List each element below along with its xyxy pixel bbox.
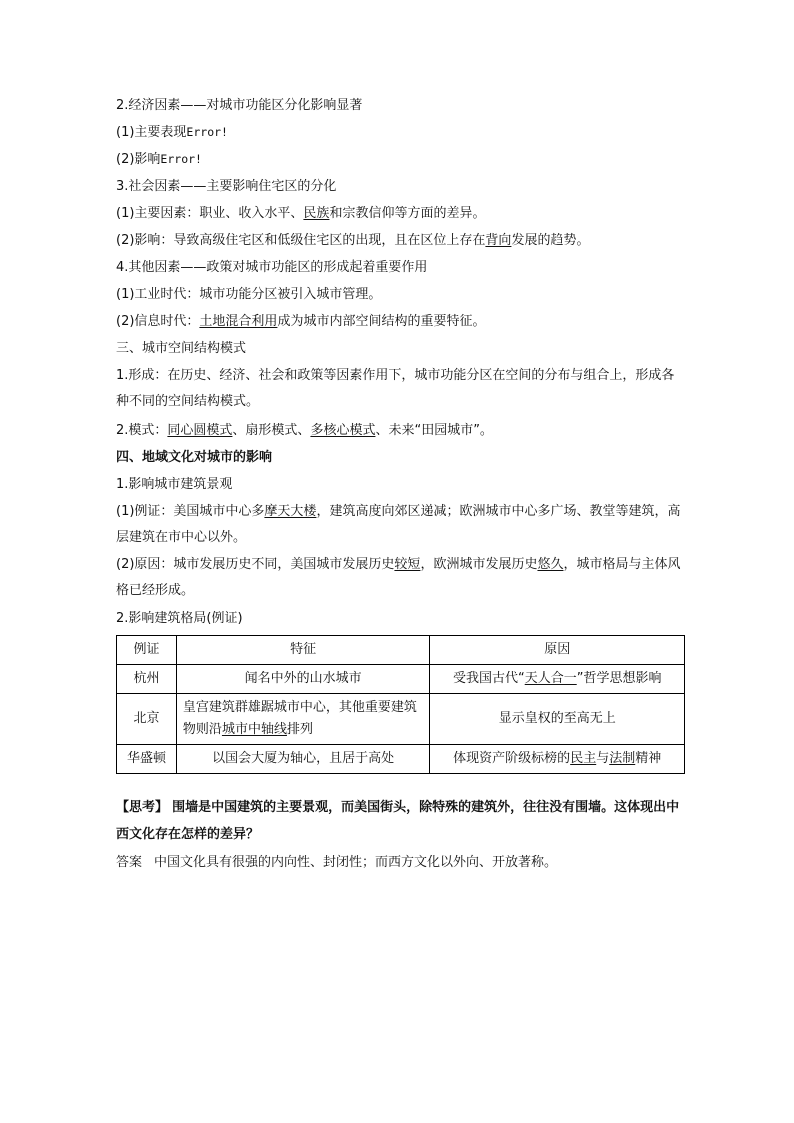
- reason-text-b: ”哲学思想影响: [576, 671, 662, 686]
- table-row: [117, 745, 685, 774]
- other-item-2-text-a: (2)信息时代：: [116, 314, 200, 329]
- reason-key: 天人合一: [524, 671, 577, 686]
- table-cell-reason: [430, 745, 685, 774]
- other-item-2: [116, 308, 686, 335]
- table-cell-reason: 显示皇权的至高无上: [430, 694, 685, 745]
- section-4-sub-1-item-1: [116, 499, 686, 551]
- s4-1-2-text-a: (2)原因：城市发展历史不同，美国城市发展历史: [116, 557, 395, 572]
- reason-text-b: 精神: [635, 751, 662, 766]
- reason-key-2: 法制: [609, 751, 636, 766]
- other-item-2-key: 土地混合利用: [199, 314, 278, 329]
- s3-item-2-text-b: 、扇形模式、: [232, 423, 311, 438]
- section-3-item-1: 1.形成：在历史、经济、社会和政策等因素作用下，城市功能分区在空间的分布与组合上，形成各种不同的空间结构模式。: [116, 368, 675, 409]
- econ-item-1: [116, 119, 686, 146]
- social-item-1-text-a: (1)主要因素：职业、收入水平、: [116, 206, 304, 221]
- think-question: 围墙是中国建筑的主要景观，而美国街头，除特殊的建筑外，往往没有围墙。这体现出中西文化存在怎样的差异？: [116, 800, 680, 842]
- econ-item-2-error: Error!: [160, 152, 202, 166]
- section-4-sub-2: 2.影响建筑格局(例证): [116, 611, 243, 626]
- feature-text-a: 皇宫建筑群雄踞城市中心，其他重要建筑物则沿: [182, 700, 417, 737]
- other-item-1: (1)工业时代：城市功能分区被引入城市管理。: [116, 287, 382, 302]
- feature-text-b: 排列: [286, 722, 313, 737]
- social-item-1-key: 民族: [303, 206, 330, 221]
- section-3-item-2: [116, 417, 686, 444]
- section-4-sub-1: 1.影响城市建筑景观: [116, 477, 233, 492]
- answer-label: 答案: [116, 855, 143, 870]
- think-tag: 【思考】: [116, 800, 169, 815]
- social-item-2-text-b: 发展的趋势。: [511, 233, 590, 248]
- s4-1-1-text-a: (1)例证：美国城市中心多: [116, 504, 265, 519]
- other-title: 4.其他因素——政策对城市功能区的形成起着重要作用: [116, 260, 428, 275]
- think-block: [116, 794, 686, 848]
- econ-item-2-text: (2)影响: [116, 152, 161, 167]
- social-item-2-text-a: (2)影响：导致高级住宅区和低级住宅区的出现，且在区位上存在: [116, 233, 486, 248]
- reason-key-1: 民主: [570, 751, 597, 766]
- section-4-sub-1-item-2: [116, 552, 686, 604]
- table-cell-city: 北京: [117, 694, 177, 745]
- section-4-title: 四、地域文化对城市的影响: [116, 450, 273, 465]
- econ-title: 2.经济因素——对城市功能区分化影响显著: [116, 98, 363, 113]
- s3-item-2-text-a: 2.模式：: [116, 423, 168, 438]
- answer-block: [116, 849, 686, 876]
- s4-1-2-key-1: 较短: [394, 557, 421, 572]
- s3-item-2-text-c: 、未来“田园城市”。: [375, 423, 493, 438]
- s3-item-2-key-1: 同心圆模式: [167, 423, 233, 438]
- table-header-cell: 原因: [430, 636, 685, 665]
- econ-item-2: [116, 146, 686, 173]
- table-row: [117, 694, 685, 745]
- other-item-2-text-b: 成为城市内部空间结构的重要特征。: [277, 314, 486, 329]
- reason-text-mid: 与: [596, 751, 610, 766]
- social-item-2-key: 背向: [485, 233, 512, 248]
- reason-text-a: 体现资产阶级标榜的: [453, 751, 571, 766]
- table-cell-feature: [176, 694, 430, 745]
- table-cell-reason: [430, 665, 685, 694]
- architecture-table: [116, 635, 685, 774]
- social-title: 3.社会因素——主要影响住宅区的分化: [116, 179, 337, 194]
- s4-1-2-key-2: 悠久: [537, 557, 564, 572]
- social-item-1: [116, 200, 686, 227]
- table-header-cell: 特征: [176, 636, 430, 665]
- feature-key: 城市中轴线: [221, 722, 287, 737]
- answer-text: 中国文化具有很强的内向性、封闭性；而西方文化以外向、开放著称。: [154, 855, 558, 870]
- table-row: [117, 665, 685, 694]
- table-cell-feature: 以国会大厦为轴心，且居于高处: [176, 745, 430, 774]
- social-item-1-text-b: 和宗教信仰等方面的差异。: [329, 206, 486, 221]
- reason-text-a: 受我国古代“: [452, 671, 525, 686]
- s4-1-2-text-c: ，城市格局与主体风格已经形成。: [116, 557, 681, 598]
- table-cell-city: 华盛顿: [117, 745, 177, 774]
- table-header-cell: 例证: [117, 636, 177, 665]
- s4-1-2-text-b: ，欧洲城市发展历史: [420, 557, 538, 572]
- document-page: [116, 92, 686, 876]
- table-cell-feature: 闻名中外的山水城市: [176, 665, 430, 694]
- s4-1-1-key: 摩天大楼: [264, 504, 317, 519]
- s4-1-1-text-b: ，建筑高度向郊区递减；欧洲城市中心多广场、教堂等建筑，高层建筑在市中心以外。: [116, 504, 681, 545]
- social-item-2: [116, 227, 686, 254]
- s3-item-2-key-2: 多核心模式: [310, 423, 376, 438]
- table-cell-city: 杭州: [117, 665, 177, 694]
- section-3-title: 三、城市空间结构模式: [116, 341, 247, 356]
- table-header-row: [117, 636, 685, 665]
- econ-item-1-text: (1)主要表现: [116, 125, 187, 140]
- econ-item-1-error: Error!: [186, 125, 228, 139]
